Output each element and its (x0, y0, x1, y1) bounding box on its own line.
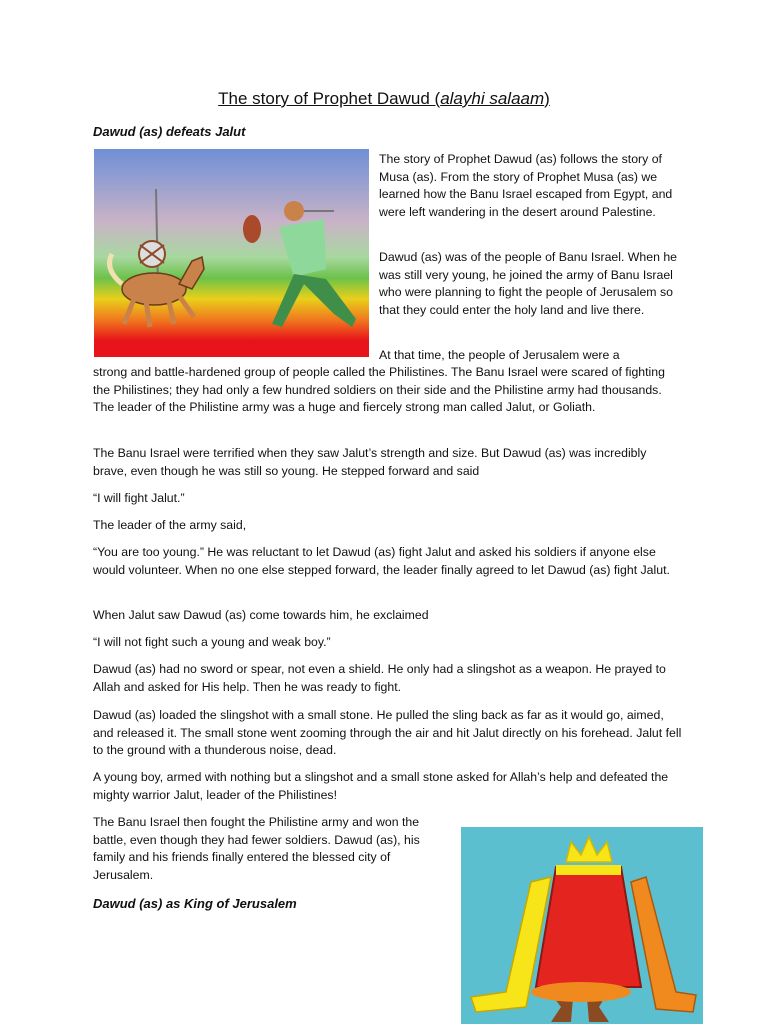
paragraph-jalut-saw: When Jalut saw Dawud (as) come towards him, he exclaimed (93, 608, 429, 622)
paragraph-3-start: At that time, the people of Jerusalem were a (379, 348, 620, 362)
title-italic: alayhi salaam (440, 89, 545, 108)
throne-illustration (461, 827, 703, 1024)
battle-illustration (94, 149, 369, 357)
paragraph-3-continued: strong and battle-hardened group of people called the Philistines. The Banu Israel were scared of fighting the Philistines; they had only a few hundred soldiers on their side and the Philistine army had thousands. The leader of the Philistine army was a huge and fiercely strong man called Jalut, or Goliath. (93, 365, 665, 415)
title-close: ) (544, 89, 550, 108)
paragraph-1: The story of Prophet Dawud (as) follows the story of Musa (as). From the story of Prophet Musa (as) we learned how the Banu Israel escaped from Egypt, and were left wandering in the desert around Palestine. (379, 152, 673, 219)
paragraph-slingshot: Dawud (as) had no sword or spear, not even a shield. He only had a slingshot as a weapon. He prayed to Allah and asked for His help. Then he was ready to fight. (93, 662, 666, 694)
paragraph-stone: Dawud (as) loaded the slingshot with a small stone. He pulled the sling back as far as it would go, aimed, and released it. The small stone went zooming through the air and hit Jalut directly on his forehead. Jalut fell to the ground with a thunderous noise, dead. (93, 708, 682, 758)
paragraph-4: The Banu Israel were terrified when they saw Jalut’s strength and size. But Dawud (as) was incredibly brave, even though he was still so young. He stepped forward and said (93, 446, 647, 478)
quote-weak-boy: “I will not fight such a young and weak boy.” (93, 635, 331, 649)
page-title (0, 89, 768, 109)
title-text: The story of Prophet Dawud ( (218, 89, 441, 108)
section-heading-jalut: Dawud (as) defeats Jalut (93, 124, 246, 139)
paragraph-banu-israel-won: The Banu Israel then fought the Philistine army and won the battle, even though they had fewer soldiers. Dawud (as), his family and his friends finally entered the blessed city of Jerusalem. (93, 815, 420, 882)
quote-fight-jalut: “I will fight Jalut.” (93, 491, 185, 505)
paragraph-2: Dawud (as) was of the people of Banu Israel. When he was still very young, he joined the army of Banu Israel who were planning to fight the people of Jerusalem so that they could enter the holy land and live there. (379, 250, 678, 317)
battle-background (94, 149, 369, 357)
section-heading-king: Dawud (as) as King of Jerusalem (93, 896, 297, 911)
sling-stone-shield (243, 215, 261, 243)
paragraph-young-boy: A young boy, armed with nothing but a slingshot and a small stone asked for Allah’s help and defeated the mighty warrior Jalut, leader of the Philistines! (93, 770, 669, 802)
paragraph-too-young: “You are too young.” He was reluctant to let Dawud (as) fight Jalut and asked his soldiers if anyone else would volunteer. When no one else stepped forward, the leader finally agreed to let Dawud (as) fight Jalut. (93, 545, 670, 577)
throne-seat (531, 982, 631, 1002)
paragraph-leader-said: The leader of the army said, (93, 518, 247, 532)
